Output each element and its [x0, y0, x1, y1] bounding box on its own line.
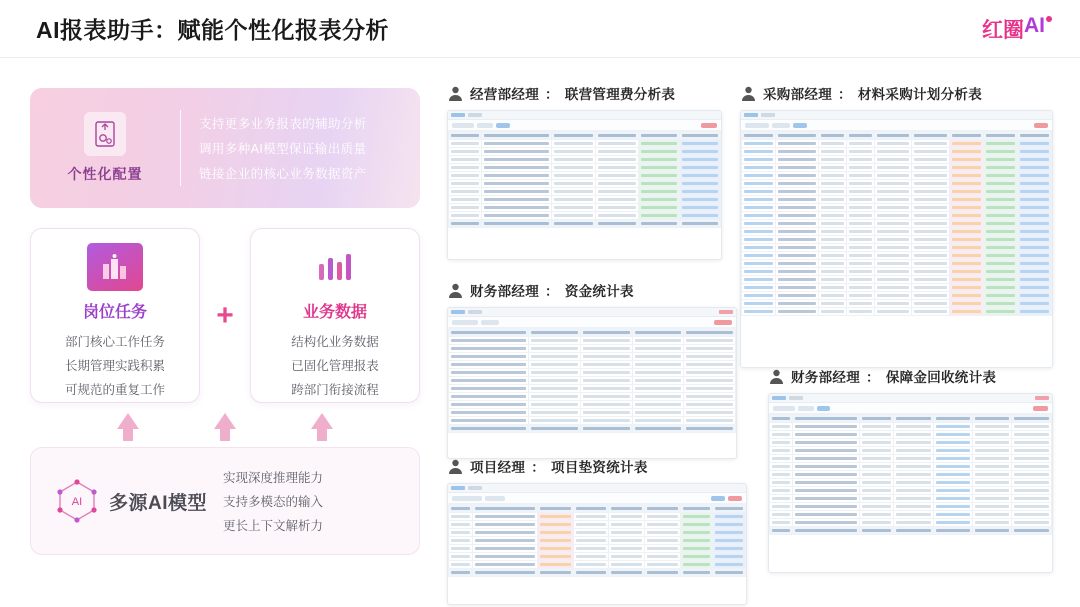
- table-row: [742, 308, 1052, 316]
- table-row: [770, 439, 1052, 447]
- feature-card-lines: [65, 332, 165, 398]
- table-row: [449, 212, 721, 220]
- feature-line-2: 已固化管理报表: [291, 359, 379, 373]
- mockup-titlebar: [741, 111, 1052, 120]
- config-line-3: 链接企业的核心业务数据资产: [199, 167, 367, 181]
- table-row: [449, 377, 736, 385]
- toolbar-pill[interactable]: [452, 320, 478, 325]
- table-row: [449, 417, 736, 425]
- table-row: [449, 188, 721, 196]
- titlebar-chip: [1035, 396, 1049, 400]
- mockup-table: [769, 414, 1052, 535]
- mockup-table: [741, 131, 1052, 316]
- panel-header: [447, 83, 722, 103]
- table-row: [449, 345, 736, 353]
- table-row: [449, 337, 736, 345]
- report-panel-material-purchase-plan: [740, 83, 1053, 368]
- toolbar-pill[interactable]: [745, 123, 769, 128]
- config-card-lines: [181, 114, 420, 182]
- table-row: [770, 455, 1052, 463]
- person-icon: [768, 368, 785, 385]
- titlebar-chip: [451, 486, 465, 490]
- config-line-1: 支持更多业务报表的辅助分析: [199, 117, 367, 131]
- logo-dot-icon: [1046, 16, 1052, 22]
- panel-header: [447, 456, 747, 476]
- table-row: [770, 503, 1052, 511]
- table-row: [742, 132, 1052, 140]
- table-row: [449, 180, 721, 188]
- person-icon: [447, 458, 464, 475]
- table-row: [770, 511, 1052, 519]
- table-row: [742, 252, 1052, 260]
- personalized-config-card: [30, 88, 420, 208]
- page-header: [0, 0, 1080, 58]
- table-row: [449, 148, 721, 156]
- table-row: [449, 220, 721, 228]
- panel-separator: ：: [866, 370, 880, 385]
- panel-report-name: 材料采购计划分析表: [857, 87, 983, 102]
- table-row: [742, 220, 1052, 228]
- table-row: [449, 140, 721, 148]
- report-panel-joint-management-fee: [447, 83, 722, 260]
- titlebar-chip: [761, 113, 775, 117]
- titlebar-chip: [451, 113, 465, 117]
- arrow-up-icon: [311, 413, 333, 429]
- mockup-table: [448, 504, 746, 577]
- table-row: [742, 164, 1052, 172]
- table-row: [449, 164, 721, 172]
- feature-line-2: 长期管理实践积累: [64, 359, 165, 373]
- report-mockup[interactable]: [740, 110, 1053, 368]
- table-row: [742, 260, 1052, 268]
- panel-separator: ：: [531, 460, 546, 475]
- mockup-titlebar: [769, 394, 1052, 403]
- mockup-toolbar: [741, 120, 1052, 131]
- plus-connector: [200, 228, 250, 403]
- table-row: [770, 471, 1052, 479]
- table-row: [770, 519, 1052, 527]
- feature-cards-row: [30, 228, 420, 403]
- feature-card-lines: [291, 332, 379, 398]
- table-row: [742, 276, 1052, 284]
- toolbar-pill[interactable]: [817, 406, 830, 411]
- model-card-lines: [223, 468, 323, 534]
- report-panel-fund-statistics: [447, 280, 737, 459]
- titlebar-chip: [468, 113, 482, 117]
- svg-text:AI: AI: [71, 496, 83, 508]
- table-row: [449, 409, 736, 417]
- titlebar-chip: [789, 396, 803, 400]
- table-row: [449, 425, 736, 433]
- table-row: [742, 140, 1052, 148]
- panel-separator: ：: [545, 284, 559, 299]
- toolbar-pill[interactable]: [452, 496, 482, 501]
- arrow-up-icon: [214, 413, 236, 429]
- toolbar-pill[interactable]: [701, 123, 717, 128]
- document-gear-icon: [84, 112, 126, 156]
- table-row: [770, 495, 1052, 503]
- mockup-toolbar: [448, 317, 736, 328]
- arrow-up-icon: [117, 413, 139, 429]
- table-row: [742, 156, 1052, 164]
- table-row: [742, 148, 1052, 156]
- toolbar-pill[interactable]: [728, 496, 742, 501]
- table-row: [742, 284, 1052, 292]
- table-row: [449, 156, 721, 164]
- table-row: [449, 204, 721, 212]
- toolbar-pill[interactable]: [1034, 123, 1048, 128]
- table-row: [742, 236, 1052, 244]
- panel-role: 财务部经理: [791, 370, 860, 385]
- bar-chart-icon: [307, 243, 363, 291]
- panel-role: 经营部经理: [470, 87, 539, 102]
- panel-report-name: 资金统计表: [564, 284, 634, 299]
- table-row: [449, 132, 721, 140]
- feature-card-job-tasks: [30, 228, 200, 403]
- model-line-2: 支持多模态的输入: [223, 495, 324, 509]
- titlebar-chip: [468, 310, 482, 314]
- left-column: [30, 88, 420, 555]
- mockup-titlebar: [448, 308, 736, 317]
- ai-network-icon: [49, 473, 105, 529]
- panel-separator: ：: [545, 87, 559, 102]
- table-row: [449, 353, 736, 361]
- table-row: [742, 204, 1052, 212]
- mockup-toolbar: [769, 403, 1052, 414]
- panel-header: [447, 280, 737, 300]
- toolbar-pill[interactable]: [477, 123, 493, 128]
- mockup-table: [448, 131, 721, 228]
- report-mockup[interactable]: [447, 307, 737, 459]
- titlebar-chip: [451, 310, 465, 314]
- table-row: [770, 527, 1052, 535]
- config-card-label: 个性化配置: [67, 166, 143, 182]
- panel-report-name: 联营管理费分析表: [564, 87, 676, 102]
- table-row: [742, 268, 1052, 276]
- report-mockup[interactable]: [447, 110, 722, 260]
- report-mockup[interactable]: [447, 483, 747, 605]
- titlebar-chip: [744, 113, 758, 117]
- table-row: [449, 172, 721, 180]
- panel-header: [740, 83, 1053, 103]
- diagram-canvas: [0, 58, 1080, 607]
- table-row: [742, 292, 1052, 300]
- city-building-icon: [87, 243, 143, 291]
- table-row: [742, 212, 1052, 220]
- mockup-titlebar: [448, 484, 746, 493]
- multi-source-ai-model-card: [30, 447, 420, 555]
- model-line-3: 更长上下文解析力: [223, 519, 324, 533]
- feature-line-3: 跨部门衔接流程: [291, 383, 379, 397]
- toolbar-pill[interactable]: [772, 123, 790, 128]
- feature-card-title: 岗位任务: [82, 304, 147, 321]
- table-row: [449, 505, 746, 513]
- config-card-left: [30, 112, 180, 184]
- person-icon: [447, 85, 464, 102]
- report-mockup[interactable]: [768, 393, 1053, 573]
- table-row: [742, 244, 1052, 252]
- toolbar-pill[interactable]: [714, 320, 732, 325]
- toolbar-pill[interactable]: [481, 320, 499, 325]
- table-row: [449, 401, 736, 409]
- table-row: [770, 463, 1052, 471]
- mockup-toolbar: [448, 493, 746, 504]
- toolbar-pill[interactable]: [773, 406, 795, 411]
- feature-line-1: 部门核心工作任务: [64, 335, 165, 349]
- table-row: [770, 479, 1052, 487]
- mockup-table: [448, 328, 736, 433]
- table-row: [449, 513, 746, 521]
- feature-line-3: 可规范的重复工作: [64, 383, 165, 397]
- panel-role: 采购部经理: [763, 87, 832, 102]
- toolbar-pill[interactable]: [1033, 406, 1048, 411]
- table-row: [770, 447, 1052, 455]
- table-row: [770, 423, 1052, 431]
- table-row: [449, 369, 736, 377]
- table-row: [742, 180, 1052, 188]
- model-card-title: 多源AI模型: [109, 492, 208, 514]
- table-row: [770, 431, 1052, 439]
- panel-report-name: 保障金回收统计表: [885, 370, 997, 385]
- table-row: [742, 188, 1052, 196]
- report-panel-deposit-recovery: [768, 366, 1053, 573]
- toolbar-pill[interactable]: [711, 496, 725, 501]
- brand-logo: [982, 14, 1052, 44]
- table-row: [449, 393, 736, 401]
- toolbar-pill[interactable]: [452, 123, 474, 128]
- page-title: AI报表助手：赋能个性化报表分析: [36, 17, 389, 43]
- titlebar-chip: [719, 310, 733, 314]
- table-row: [449, 529, 746, 537]
- table-row: [770, 487, 1052, 495]
- table-row: [449, 537, 746, 545]
- table-row: [449, 553, 746, 561]
- config-line-2: 调用多种AI模型保证输出质量: [199, 142, 367, 156]
- panel-role: 财务部经理: [470, 284, 539, 299]
- toolbar-pill[interactable]: [798, 406, 814, 411]
- person-icon: [740, 85, 757, 102]
- report-panel-project-advance-funds: [447, 456, 747, 605]
- table-row: [449, 569, 746, 577]
- table-row: [449, 329, 736, 337]
- flow-arrows: [30, 413, 420, 429]
- logo-text-cn: 红圈: [982, 18, 1024, 42]
- table-row: [770, 415, 1052, 423]
- titlebar-chip: [772, 396, 786, 400]
- panel-separator: ：: [838, 87, 852, 102]
- panel-role: 项目经理: [470, 460, 526, 475]
- logo-text-ai: AI: [1024, 13, 1045, 37]
- person-icon: [447, 282, 464, 299]
- panel-report-name: 项目垫资统计表: [551, 460, 648, 475]
- feature-card-business-data: [250, 228, 420, 403]
- toolbar-pill[interactable]: [485, 496, 505, 501]
- table-row: [449, 561, 746, 569]
- panel-header: [768, 366, 1053, 386]
- feature-line-1: 结构化业务数据: [291, 335, 379, 349]
- table-row: [449, 361, 736, 369]
- mockup-titlebar: [448, 111, 721, 120]
- toolbar-pill[interactable]: [793, 123, 807, 128]
- table-row: [449, 545, 746, 553]
- titlebar-chip: [468, 486, 482, 490]
- table-row: [449, 196, 721, 204]
- table-row: [742, 172, 1052, 180]
- table-row: [449, 385, 736, 393]
- mockup-toolbar: [448, 120, 721, 131]
- table-row: [742, 196, 1052, 204]
- table-row: [742, 300, 1052, 308]
- plus-symbol: +: [216, 298, 234, 332]
- table-row: [742, 228, 1052, 236]
- toolbar-pill[interactable]: [496, 123, 510, 128]
- model-line-1: 实现深度推理能力: [223, 471, 324, 485]
- table-row: [449, 521, 746, 529]
- feature-card-title: 业务数据: [302, 304, 367, 321]
